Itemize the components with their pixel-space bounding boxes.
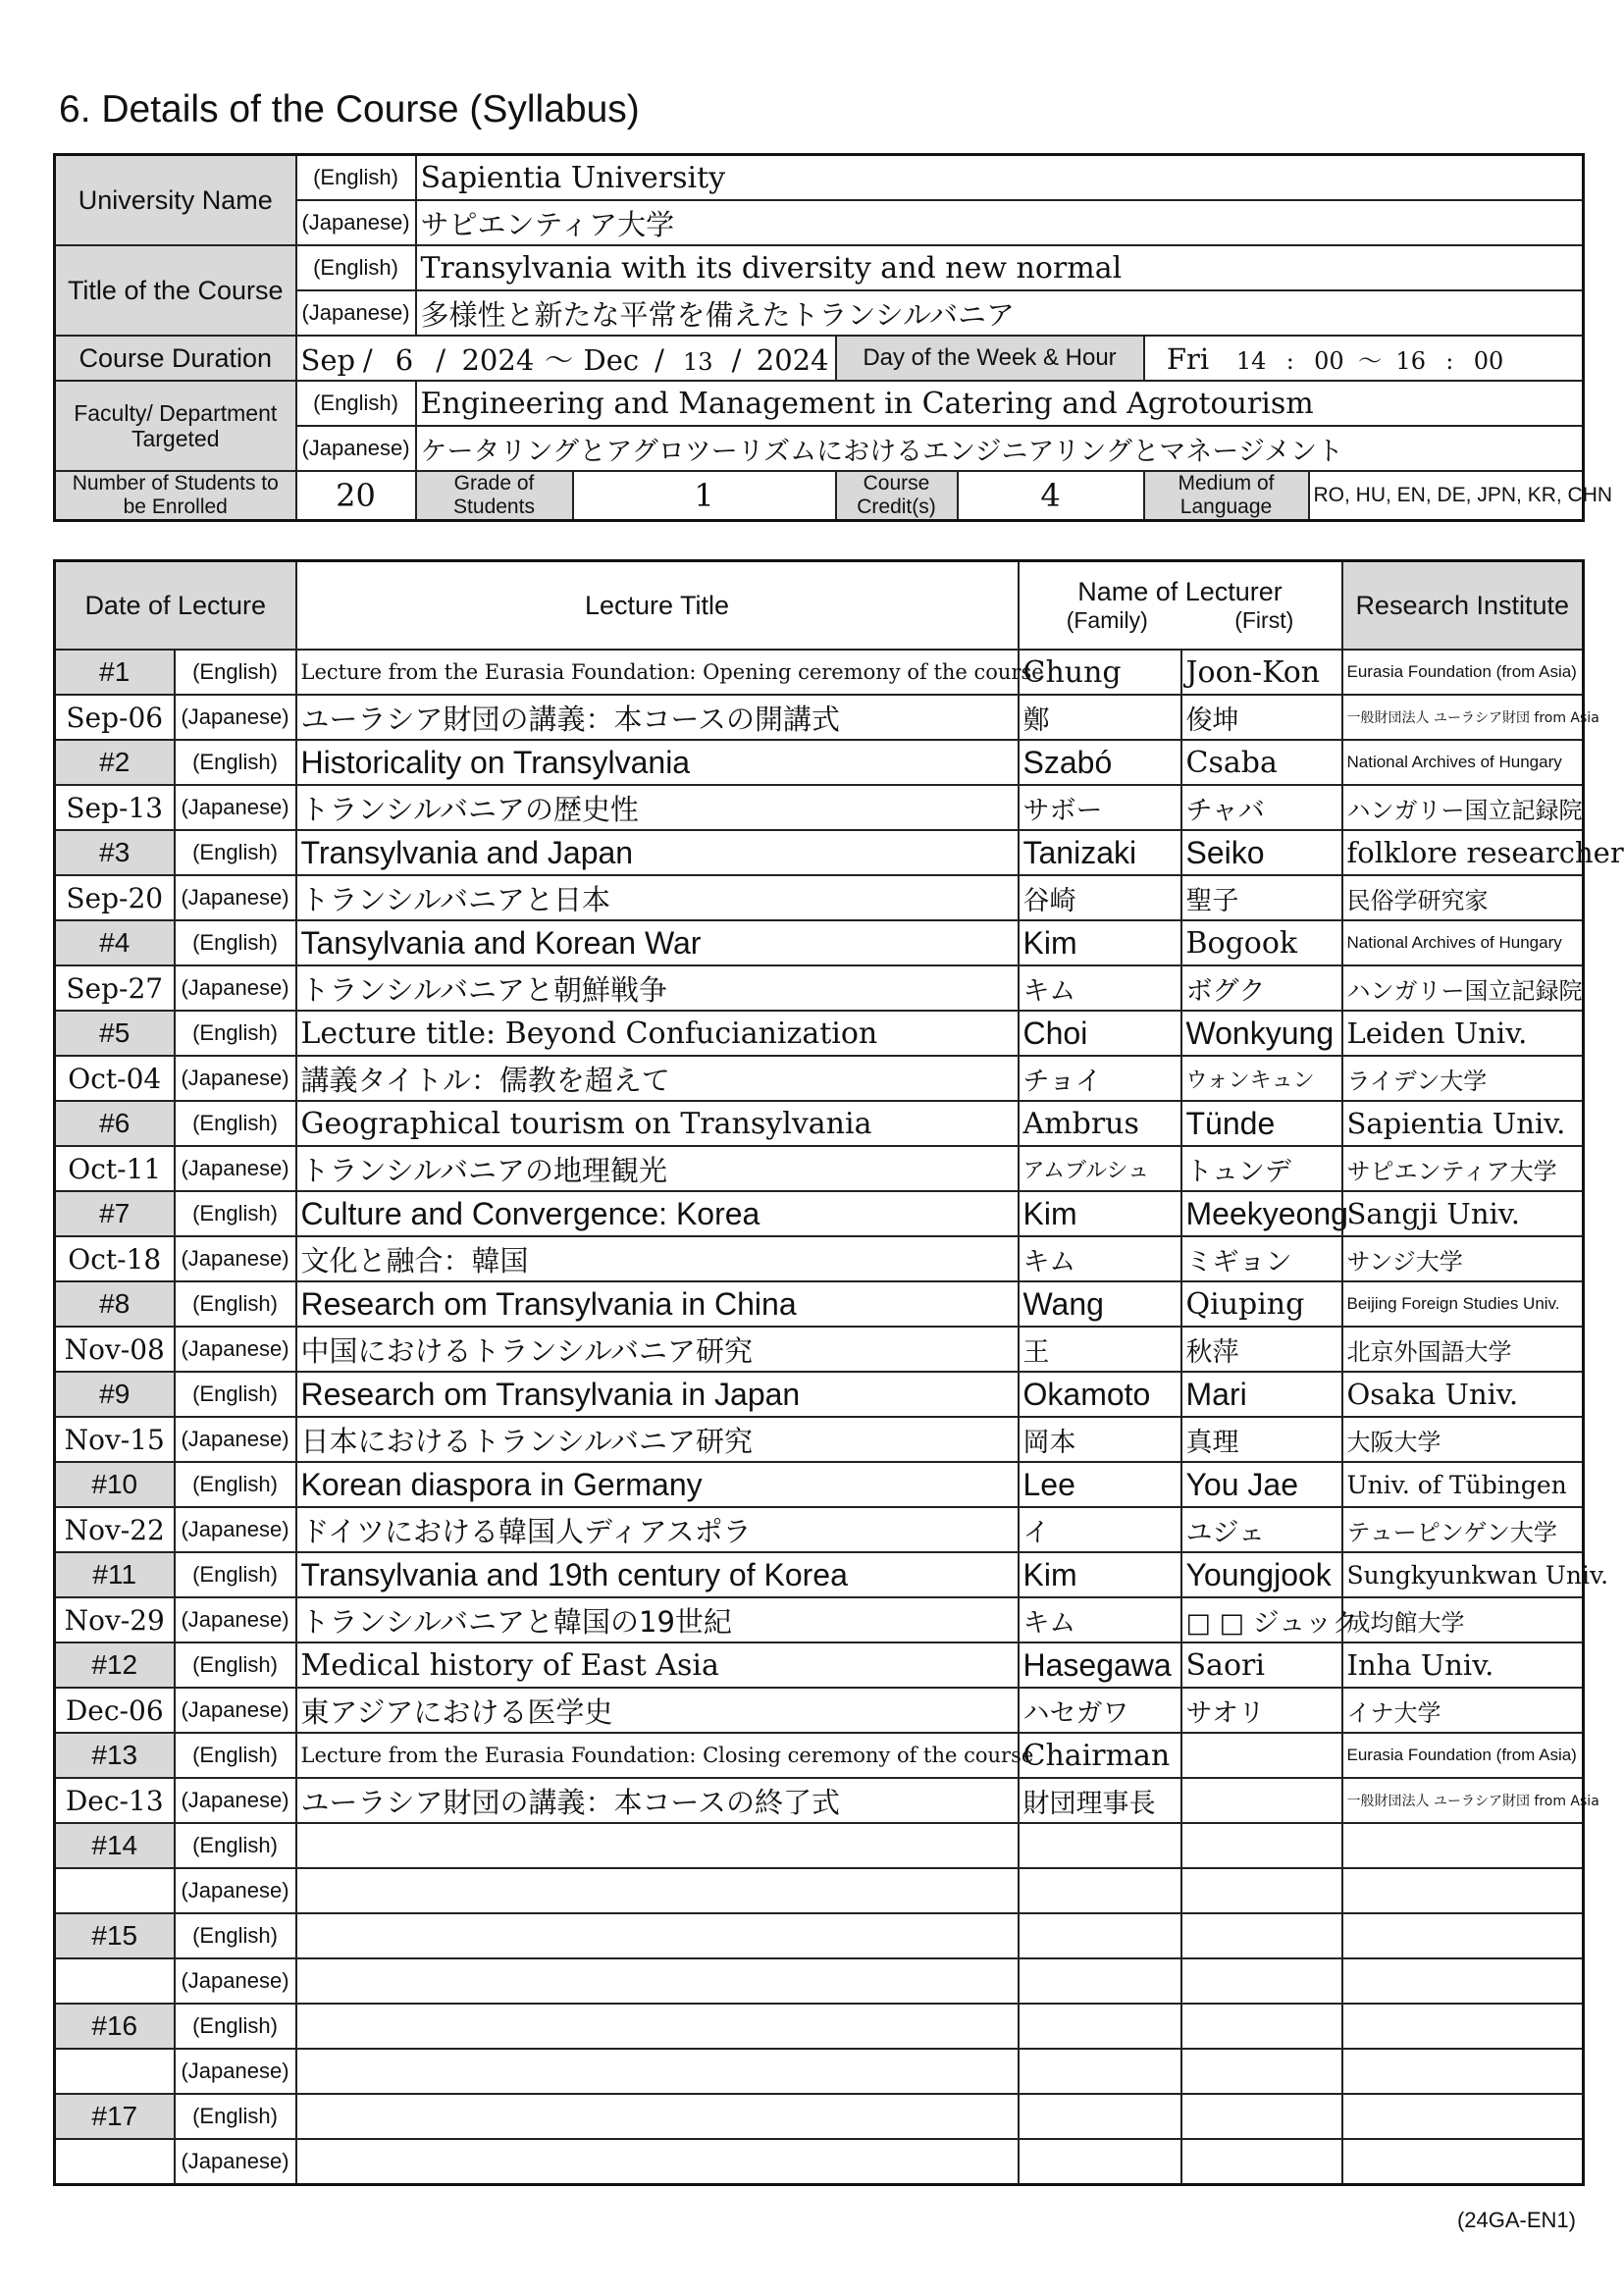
slash: /	[436, 342, 446, 377]
lecture-row-japanese	[55, 1958, 1584, 2004]
lecturer-first-jp	[1181, 2049, 1342, 2094]
lecturer-first-en: Meekyeong	[1181, 1191, 1342, 1236]
japanese-tag: (Japanese)	[296, 200, 416, 245]
lecture-row-english	[55, 1011, 1584, 1056]
course-duration-value	[296, 336, 836, 381]
lecture-number: #15	[55, 1913, 175, 1958]
university-name-en: Sapientia University	[416, 155, 1584, 201]
faculty-jp: ケータリングとアグロツーリズムにおけるエンジニアリングとマネージメント	[416, 426, 1584, 471]
lecture-title-jp: ドイツにおける韓国人ディアスポラ	[296, 1507, 1019, 1552]
lecture-title-jp	[296, 1958, 1019, 2004]
lecture-row-japanese	[55, 1688, 1584, 1733]
lecturer-first-en: Tünde	[1181, 1101, 1342, 1146]
lecture-title-en: Culture and Convergence: Korea	[296, 1191, 1019, 1236]
institute-en: Eurasia Foundation (from Asia)	[1342, 1733, 1584, 1778]
institute-en	[1342, 1913, 1584, 1958]
first-label: (First)	[1234, 607, 1294, 633]
lecturer-first-jp: トュンデ	[1181, 1146, 1342, 1191]
lecturer-first-jp: 秋萍	[1181, 1327, 1342, 1372]
lecturer-family-en: Hasegawa	[1019, 1642, 1181, 1688]
lecture-number: #13	[55, 1733, 175, 1778]
lecturer-first-en: Joon-Kon	[1181, 650, 1342, 695]
lecturer-family-en: Kim	[1019, 1552, 1181, 1597]
english-tag: (English)	[175, 1642, 296, 1688]
lecturer-first-jp	[1181, 1958, 1342, 2004]
lecture-row-japanese	[55, 1327, 1584, 1372]
lecturer-first-en: Csaba	[1181, 740, 1342, 785]
lecturer-first-en: Saori	[1181, 1642, 1342, 1688]
japanese-tag: (Japanese)	[175, 1507, 296, 1552]
english-tag: (English)	[175, 1462, 296, 1507]
institute-jp: 北京外国語大学	[1342, 1327, 1584, 1372]
lecturer-first-jp: ユジェ	[1181, 1507, 1342, 1552]
english-tag: (English)	[175, 740, 296, 785]
lecturer-family-jp: サボー	[1019, 785, 1181, 830]
course-info-table	[53, 153, 1613, 522]
lecture-row-english	[55, 740, 1584, 785]
start-year: 2024	[461, 342, 535, 377]
lecture-title-jp: トランシルバニアと韓国の19世紀	[296, 1597, 1019, 1642]
lecture-date: Nov-08	[55, 1327, 175, 1372]
end-month: Dec	[583, 342, 640, 377]
lecturer-family-en	[1019, 1913, 1181, 1958]
lecturer-first-en	[1181, 2004, 1342, 2049]
lecture-title-en: Lecture title: Beyond Confucianization	[296, 1011, 1019, 1056]
japanese-tag: (Japanese)	[175, 1688, 296, 1733]
lecturer-header-label: Name of Lecturer	[1077, 577, 1283, 606]
lecture-title-en	[296, 1823, 1019, 1868]
institute-en: Beijing Foreign Studies Univ.	[1342, 1281, 1584, 1327]
japanese-tag: (Japanese)	[175, 785, 296, 830]
lecturer-first-en: Seiko	[1181, 830, 1342, 875]
lecturer-first-jp: ボグク	[1181, 965, 1342, 1011]
page-title: 6. Details of the Course (Syllabus)	[59, 88, 640, 130]
lecture-row-english	[55, 2094, 1584, 2139]
institute-en: Sangji Univ.	[1342, 1191, 1584, 1236]
lecture-row-japanese	[55, 785, 1584, 830]
start-month: Sep	[300, 342, 356, 377]
lecture-row-english	[55, 1191, 1584, 1236]
lecture-date	[55, 2049, 175, 2094]
lecturer-family-jp: チョイ	[1019, 1056, 1181, 1101]
start-day: 6	[394, 342, 414, 377]
lecturer-first-en: Bogook	[1181, 920, 1342, 965]
english-tag: (English)	[296, 381, 416, 426]
institute-jp: サンジ大学	[1342, 1236, 1584, 1281]
institute-en: National Archives of Hungary	[1342, 920, 1584, 965]
lecture-row-japanese	[55, 1868, 1584, 1913]
english-tag: (English)	[175, 1011, 296, 1056]
japanese-tag: (Japanese)	[175, 1056, 296, 1101]
lecture-number: #3	[55, 830, 175, 875]
lecturer-first-jp: 真理	[1181, 1417, 1342, 1462]
institute-jp	[1342, 1868, 1584, 1913]
institute-en: Sungkyunkwan Univ.	[1342, 1552, 1584, 1597]
lecturer-family-en: Kim	[1019, 1191, 1181, 1236]
lecture-title-en: Korean diaspora in Germany	[296, 1462, 1019, 1507]
lecturer-first-en: Wonkyung	[1181, 1011, 1342, 1056]
lecture-title-jp: 講義タイトル：儒教を超えて	[296, 1056, 1019, 1101]
lecture-row-japanese	[55, 875, 1584, 920]
lecturer-family-jp: アムブルシュ	[1019, 1146, 1181, 1191]
lecturer-first-jp: チャバ	[1181, 785, 1342, 830]
date-header: Date of Lecture	[55, 561, 296, 651]
slash: /	[655, 342, 664, 377]
japanese-tag: (Japanese)	[296, 426, 416, 471]
lecture-row-japanese	[55, 2049, 1584, 2094]
lecture-title-jp	[296, 2139, 1019, 2185]
lecture-row-japanese	[55, 1778, 1584, 1823]
lecture-title-jp: 東アジアにおける医学史	[296, 1688, 1019, 1733]
lecture-number: #16	[55, 2004, 175, 2049]
faculty-label: Faculty/ Department Targeted	[55, 381, 296, 471]
lecturer-first-jp: サオリ	[1181, 1688, 1342, 1733]
english-tag: (English)	[175, 1733, 296, 1778]
course-title-label: Title of the Course	[55, 245, 296, 336]
lecture-title-jp	[296, 1868, 1019, 1913]
family-label: (Family)	[1066, 607, 1148, 633]
lecture-title-jp: 中国におけるトランシルバニア研究	[296, 1327, 1019, 1372]
lecture-title-en: Lecture from the Eurasia Foundation: Closing ceremony of the course	[296, 1733, 1019, 1778]
lecture-title-jp: トランシルバニアの地理観光	[296, 1146, 1019, 1191]
title-header: Lecture Title	[296, 561, 1019, 651]
lecturer-first-jp	[1181, 2139, 1342, 2185]
institute-jp: 民俗学研究家	[1342, 875, 1584, 920]
lecture-row-japanese	[55, 1146, 1584, 1191]
lecturer-family-jp: キム	[1019, 1236, 1181, 1281]
institute-jp: 成均館大学	[1342, 1597, 1584, 1642]
institute-jp: 一般財団法人 ユーラシア財団 from Asia	[1342, 695, 1584, 740]
lecturer-first-en: You Jae	[1181, 1462, 1342, 1507]
end-hour: 16	[1395, 346, 1426, 375]
lecture-date: Sep-20	[55, 875, 175, 920]
day: Fri	[1166, 341, 1210, 376]
institute-jp	[1342, 2049, 1584, 2094]
lecture-row-english	[55, 1552, 1584, 1597]
lecture-row-english	[55, 1913, 1584, 1958]
credits-label: Course Credit(s)	[836, 471, 958, 521]
lecture-row-english	[55, 920, 1584, 965]
institute-en	[1342, 2094, 1584, 2139]
institute-en: Univ. of Tübingen	[1342, 1462, 1584, 1507]
lecturer-first-jp: □ □ ジュック	[1181, 1597, 1342, 1642]
lecturer-family-jp: 財団理事長	[1019, 1778, 1181, 1823]
japanese-tag: (Japanese)	[175, 2049, 296, 2094]
english-tag: (English)	[175, 1372, 296, 1417]
lecture-row-english	[55, 1462, 1584, 1507]
lecture-title-jp: トランシルバニアと朝鮮戦争	[296, 965, 1019, 1011]
lecture-number: #1	[55, 650, 175, 695]
japanese-tag: (Japanese)	[175, 1146, 296, 1191]
lecturer-header	[1019, 561, 1342, 651]
lecture-date: Oct-18	[55, 1236, 175, 1281]
lecture-number: #17	[55, 2094, 175, 2139]
colon: :	[1445, 346, 1454, 375]
lecturer-family-en: Chairman	[1019, 1733, 1181, 1778]
institute-jp: テューピンゲン大学	[1342, 1507, 1584, 1552]
lecture-title-en: Lecture from the Eurasia Foundation: Opening ceremony of the course	[296, 650, 1019, 695]
lecture-row-english	[55, 650, 1584, 695]
japanese-tag: (Japanese)	[175, 875, 296, 920]
lecture-title-en: Transylvania and 19th century of Korea	[296, 1552, 1019, 1597]
start-minute: 00	[1314, 346, 1344, 375]
lecturer-first-en: Qiuping	[1181, 1281, 1342, 1327]
lecturer-family-en: Tanizaki	[1019, 830, 1181, 875]
lecturer-family-jp: キム	[1019, 965, 1181, 1011]
lecture-date: Dec-13	[55, 1778, 175, 1823]
lecturer-first-en: Mari	[1181, 1372, 1342, 1417]
start-hour: 14	[1235, 346, 1267, 375]
lecturer-family-en: Szabó	[1019, 740, 1181, 785]
tilde: ～	[1358, 346, 1383, 375]
lecture-date: Dec-06	[55, 1688, 175, 1733]
lecture-date: Sep-27	[55, 965, 175, 1011]
lecture-title-en: Tansylvania and Korean War	[296, 920, 1019, 965]
lecture-title-jp: トランシルバニアと日本	[296, 875, 1019, 920]
university-name-label: University Name	[55, 155, 296, 246]
lecture-table	[53, 559, 1624, 2186]
lecture-date	[55, 1868, 175, 1913]
english-tag: (English)	[175, 920, 296, 965]
day-hour-label: Day of the Week & Hour	[836, 336, 1144, 381]
lecture-title-jp: 文化と融合：韓国	[296, 1236, 1019, 1281]
lecture-title-jp: 日本におけるトランシルバニア研究	[296, 1417, 1019, 1462]
lecture-row-japanese	[55, 965, 1584, 1011]
institute-jp: ハンガリー国立記録院	[1342, 965, 1584, 1011]
lecturer-family-jp: 谷崎	[1019, 875, 1181, 920]
lecture-row-english	[55, 1823, 1584, 1868]
lecture-title-en	[296, 1913, 1019, 1958]
lecture-date: Nov-22	[55, 1507, 175, 1552]
lecture-number: #10	[55, 1462, 175, 1507]
japanese-tag: (Japanese)	[175, 1597, 296, 1642]
lecturer-family-jp	[1019, 1868, 1181, 1913]
students-label: Number of Students to be Enrolled	[55, 471, 296, 521]
slash: /	[362, 342, 373, 377]
institute-jp: イナ大学	[1342, 1688, 1584, 1733]
institute-jp	[1342, 2139, 1584, 2185]
lecture-number: #7	[55, 1191, 175, 1236]
lecturer-family-en: Wang	[1019, 1281, 1181, 1327]
lecture-row-english	[55, 1733, 1584, 1778]
institute-jp: ハンガリー国立記録院	[1342, 785, 1584, 830]
japanese-tag: (Japanese)	[175, 1236, 296, 1281]
medium-value: RO, HU, EN, DE, JPN, KR, CHN	[1309, 471, 1584, 521]
lecture-row-japanese	[55, 1507, 1584, 1552]
lecture-date: Oct-11	[55, 1146, 175, 1191]
tilde: ～	[545, 342, 574, 377]
lecturer-family-jp	[1019, 1958, 1181, 2004]
colon: :	[1285, 346, 1294, 375]
institute-en: Eurasia Foundation (from Asia)	[1342, 650, 1584, 695]
end-day: 13	[682, 347, 713, 376]
institute-jp: ライデン大学	[1342, 1056, 1584, 1101]
japanese-tag: (Japanese)	[175, 1868, 296, 1913]
institute-header: Research Institute	[1342, 561, 1584, 651]
lecturer-family-jp: 岡本	[1019, 1417, 1181, 1462]
slash: /	[731, 342, 742, 377]
lecture-number: #5	[55, 1011, 175, 1056]
institute-en: folklore researcher	[1342, 830, 1584, 875]
lecturer-family-en: Okamoto	[1019, 1372, 1181, 1417]
lecture-row-japanese	[55, 1236, 1584, 1281]
lecture-date: Oct-04	[55, 1056, 175, 1101]
english-tag: (English)	[175, 1913, 296, 1958]
lecture-row-english	[55, 1281, 1584, 1327]
grade-label: Grade of Students	[416, 471, 573, 521]
lecture-title-en: Medical history of East Asia	[296, 1642, 1019, 1688]
lecture-number: #6	[55, 1101, 175, 1146]
lecturer-family-jp	[1019, 2139, 1181, 2185]
institute-en	[1342, 1823, 1584, 1868]
lecturer-family-jp	[1019, 2049, 1181, 2094]
lecture-title-jp: ユーラシア財団の講義：本コースの開講式	[296, 695, 1019, 740]
lecturer-first-jp: 聖子	[1181, 875, 1342, 920]
institute-jp: 一般財団法人 ユーラシア財団 from Asia	[1342, 1778, 1584, 1823]
lecture-date: Nov-15	[55, 1417, 175, 1462]
students-value: 20	[296, 471, 416, 521]
lecture-row-japanese	[55, 695, 1584, 740]
japanese-tag: (Japanese)	[175, 2139, 296, 2185]
course-title-jp: 多様性と新たな平常を備えたトランシルバニア	[416, 290, 1584, 336]
lecture-number: #11	[55, 1552, 175, 1597]
lecture-date: Sep-13	[55, 785, 175, 830]
lecture-number: #8	[55, 1281, 175, 1327]
english-tag: (English)	[175, 1191, 296, 1236]
lecturer-first-en	[1181, 1823, 1342, 1868]
lecturer-first-jp	[1181, 1778, 1342, 1823]
lecturer-family-en: Ambrus	[1019, 1101, 1181, 1146]
lecture-row-japanese	[55, 2139, 1584, 2185]
english-tag: (English)	[175, 830, 296, 875]
lecturer-family-jp: イ	[1019, 1507, 1181, 1552]
lecturer-family-jp: 王	[1019, 1327, 1181, 1372]
lecturer-family-en: Lee	[1019, 1462, 1181, 1507]
lecturer-first-en: Youngjook	[1181, 1552, 1342, 1597]
lecturer-family-jp: キム	[1019, 1597, 1181, 1642]
lecture-row-english	[55, 1372, 1584, 1417]
institute-jp: サピエンティア大学	[1342, 1146, 1584, 1191]
japanese-tag: (Japanese)	[296, 290, 416, 336]
end-year: 2024	[756, 342, 829, 377]
lecture-title-en: Transylvania and Japan	[296, 830, 1019, 875]
lecturer-first-en	[1181, 1913, 1342, 1958]
lecturer-first-en	[1181, 2094, 1342, 2139]
course-duration-label: Course Duration	[55, 336, 296, 381]
lecture-title-jp: ユーラシア財団の講義：本コースの終了式	[296, 1778, 1019, 1823]
lecture-title-en: Research om Transylvania in Japan	[296, 1372, 1019, 1417]
lecture-number: #12	[55, 1642, 175, 1688]
lecture-title-jp: トランシルバニアの歴史性	[296, 785, 1019, 830]
end-minute: 00	[1473, 346, 1504, 375]
institute-jp: 大阪大学	[1342, 1417, 1584, 1462]
lecture-title-en: Research om Transylvania in China	[296, 1281, 1019, 1327]
lecture-row-japanese	[55, 1056, 1584, 1101]
english-tag: (English)	[175, 1823, 296, 1868]
japanese-tag: (Japanese)	[175, 965, 296, 1011]
university-name-jp: サピエンティア大学	[416, 200, 1584, 245]
english-tag: (English)	[296, 155, 416, 201]
credits-value: 4	[958, 471, 1144, 521]
form-code: (24GA-EN1)	[1456, 2208, 1576, 2232]
lecturer-first-jp: 俊坤	[1181, 695, 1342, 740]
grade-value: 1	[573, 471, 836, 521]
lecture-number: #2	[55, 740, 175, 785]
lecture-title-en: Geographical tourism on Transylvania	[296, 1101, 1019, 1146]
lecture-title-en	[296, 2004, 1019, 2049]
lecturer-family-jp: ハセガワ	[1019, 1688, 1181, 1733]
institute-en: Leiden Univ.	[1342, 1011, 1584, 1056]
lecturer-family-en: Kim	[1019, 920, 1181, 965]
lecture-row-english	[55, 1642, 1584, 1688]
lecture-date	[55, 2139, 175, 2185]
lecturer-first-jp: ウォンキュン	[1181, 1056, 1342, 1101]
lecture-date: Nov-29	[55, 1597, 175, 1642]
english-tag: (English)	[175, 2094, 296, 2139]
lecturer-first-en	[1181, 1733, 1342, 1778]
lecture-title-en: Historicality on Transylvania	[296, 740, 1019, 785]
medium-label: Medium of Language	[1144, 471, 1309, 521]
lecture-date	[55, 1958, 175, 2004]
lecturer-family-en: Chung	[1019, 650, 1181, 695]
lecture-title-jp	[296, 2049, 1019, 2094]
english-tag: (English)	[175, 1101, 296, 1146]
course-title-en: Transylvania with its diversity and new normal	[416, 245, 1584, 290]
lecture-number: #4	[55, 920, 175, 965]
english-tag: (English)	[175, 650, 296, 695]
day-hour-value	[1144, 336, 1584, 381]
lecture-row-english	[55, 1101, 1584, 1146]
lecturer-family-jp: 鄭	[1019, 695, 1181, 740]
lecturer-first-jp	[1181, 1868, 1342, 1913]
lecturer-family-en: Choi	[1019, 1011, 1181, 1056]
english-tag: (English)	[296, 245, 416, 290]
faculty-en: Engineering and Management in Catering and Agrotourism	[416, 381, 1584, 426]
lecturer-family-en	[1019, 2004, 1181, 2049]
lecture-row-english	[55, 830, 1584, 875]
lecture-date: Sep-06	[55, 695, 175, 740]
english-tag: (English)	[175, 1281, 296, 1327]
institute-en	[1342, 2004, 1584, 2049]
japanese-tag: (Japanese)	[175, 1778, 296, 1823]
english-tag: (English)	[175, 1552, 296, 1597]
lecturer-family-en	[1019, 1823, 1181, 1868]
lecture-title-en	[296, 2094, 1019, 2139]
japanese-tag: (Japanese)	[175, 1417, 296, 1462]
lecture-number: #9	[55, 1372, 175, 1417]
institute-en: Sapientia Univ.	[1342, 1101, 1584, 1146]
japanese-tag: (Japanese)	[175, 1327, 296, 1372]
institute-jp	[1342, 1958, 1584, 2004]
japanese-tag: (Japanese)	[175, 1958, 296, 2004]
lecture-row-english	[55, 2004, 1584, 2049]
japanese-tag: (Japanese)	[175, 695, 296, 740]
institute-en: Inha Univ.	[1342, 1642, 1584, 1688]
institute-en: National Archives of Hungary	[1342, 740, 1584, 785]
english-tag: (English)	[175, 2004, 296, 2049]
lecture-row-japanese	[55, 1417, 1584, 1462]
institute-en: Osaka Univ.	[1342, 1372, 1584, 1417]
lecture-row-japanese	[55, 1597, 1584, 1642]
lecturer-family-en	[1019, 2094, 1181, 2139]
lecture-number: #14	[55, 1823, 175, 1868]
lecturer-first-jp: ミギョン	[1181, 1236, 1342, 1281]
